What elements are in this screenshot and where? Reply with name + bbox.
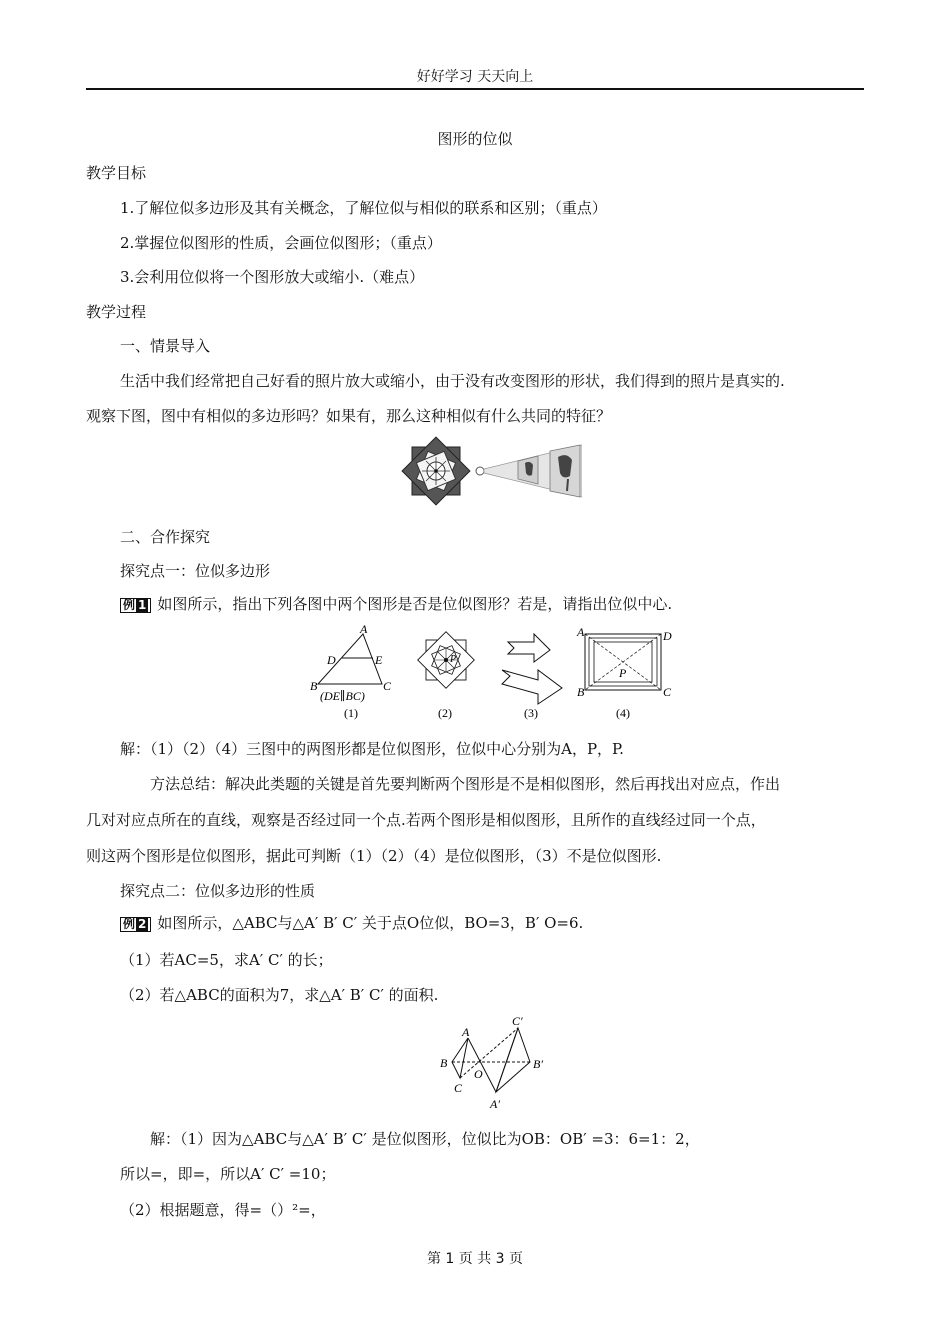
example-1 [120, 594, 672, 614]
figure-label-3: (3) [524, 706, 538, 720]
method-line-2: 几对对应点所在的直线，观察是否经过同一个点.若两个图形是相似图形，且所作的直线经过同一个点， [86, 811, 766, 829]
figure-3-arrows [502, 634, 562, 720]
solution-2-line-3: （2）根据题意，得=（）²=， [120, 1201, 326, 1219]
figure-1-triangle [310, 622, 392, 720]
figure-label-2: (2) [438, 706, 452, 720]
part-1-heading: 一、情景导入 [120, 337, 211, 355]
page-header: 好好学习 天天向上 [86, 66, 864, 90]
explore-point-1: 探究点一：位似多边形 [120, 562, 271, 580]
part-2-heading: 二、合作探究 [120, 528, 211, 546]
goal-2: 2.掌握位似图形的性质，会画位似图形；（重点） [120, 234, 442, 252]
example-2-text: 如图所示，△ABC与△A′ B′ C′ 关于点O位似，BO=3，B′ O=6. [157, 914, 584, 932]
label-A-fig4: A [577, 625, 585, 639]
explore-point-2: 探究点二：位似多边形的性质 [120, 882, 316, 900]
star-pattern-figure [402, 437, 470, 505]
label-Bprime: B′ [533, 1057, 543, 1071]
section-goals: 教学目标 [86, 164, 147, 182]
label-Cprime: C′ [512, 1014, 523, 1028]
projector-figure [476, 445, 582, 497]
label-D: D [327, 653, 336, 667]
example-2-figure [430, 1012, 550, 1116]
intro-figure [400, 435, 582, 507]
label-P-fig4: P [619, 666, 627, 680]
figure-2-star [418, 632, 475, 720]
label-C-fig5: C [454, 1081, 463, 1095]
example-1-figures [300, 620, 680, 728]
label-A-fig5: A [462, 1025, 470, 1039]
question-1: （1）若AC=5，求A′ C′ 的长； [120, 951, 333, 969]
label-P-fig2: P [450, 654, 457, 665]
figure-label-4: (4) [616, 706, 630, 720]
method-line-3: 则这两个图形是位似图形，据此可判断（1）（2）（4）是位似图形，（3）不是位似图形. [86, 847, 662, 865]
solution-2-line-2: 所以=，即=，所以A′ C′ =10； [120, 1165, 336, 1183]
section-process: 教学过程 [86, 303, 147, 321]
example-1-badge: 例 1 [120, 598, 151, 613]
label-O: O [474, 1067, 483, 1081]
example-2 [120, 913, 583, 933]
label-E: E [375, 653, 383, 667]
example-1-text: 如图所示，指出下列各图中两个图形是否是位似图形？若是，请指出位似中心. [157, 595, 673, 613]
intro-line-1: 生活中我们经常把自己好看的照片放大或缩小，由于没有改变图形的形状，我们得到的照片是真实的. [120, 372, 785, 390]
figure-4-rectangles [576, 625, 672, 720]
label-B: B [310, 679, 318, 693]
solution-2-line-1: 解：（1）因为△ABC与△A′ B′ C′ 是位似图形，位似比为OB：OB′ =3：6=1：2， [150, 1130, 700, 1148]
page-title: 图形的位似 [437, 130, 513, 148]
label-C-fig4: C [663, 685, 672, 699]
intro-line-2: 观察下图，图中有相似的多边形吗？如果有，那么这种相似有什么共同的特征？ [86, 407, 612, 425]
method-line-1: 方法总结：解决此类题的关键是首先要判断两个图形是不是相似图形，然后再找出对应点，作出 [150, 775, 781, 793]
label-A: A [360, 622, 368, 636]
question-2: （2）若△ABC的面积为7，求△A′ B′ C′ 的面积. [120, 986, 439, 1004]
goal-1: 1.了解位似多边形及其有关概念，了解位似与相似的联系和区别；（重点） [120, 199, 607, 217]
label-D-fig4: D [663, 629, 672, 643]
label-Aprime: A′ [490, 1097, 500, 1111]
label-B-fig4: B [577, 685, 585, 699]
figure-1-note: (DE∥BC) [320, 689, 365, 703]
example-2-badge: 例 2 [120, 917, 151, 932]
label-B-fig5: B [440, 1056, 448, 1070]
solution-1: 解：（1）（2）（4）三图中的两图形都是位似图形，位似中心分别为A，P，P. [120, 740, 624, 758]
page-footer: 第 1 页 共 3 页 [426, 1251, 524, 1267]
goal-3: 3.会利用位似将一个图形放大或缩小.（难点） [120, 268, 425, 286]
figure-label-1: (1) [344, 706, 358, 720]
label-C: C [383, 679, 392, 693]
